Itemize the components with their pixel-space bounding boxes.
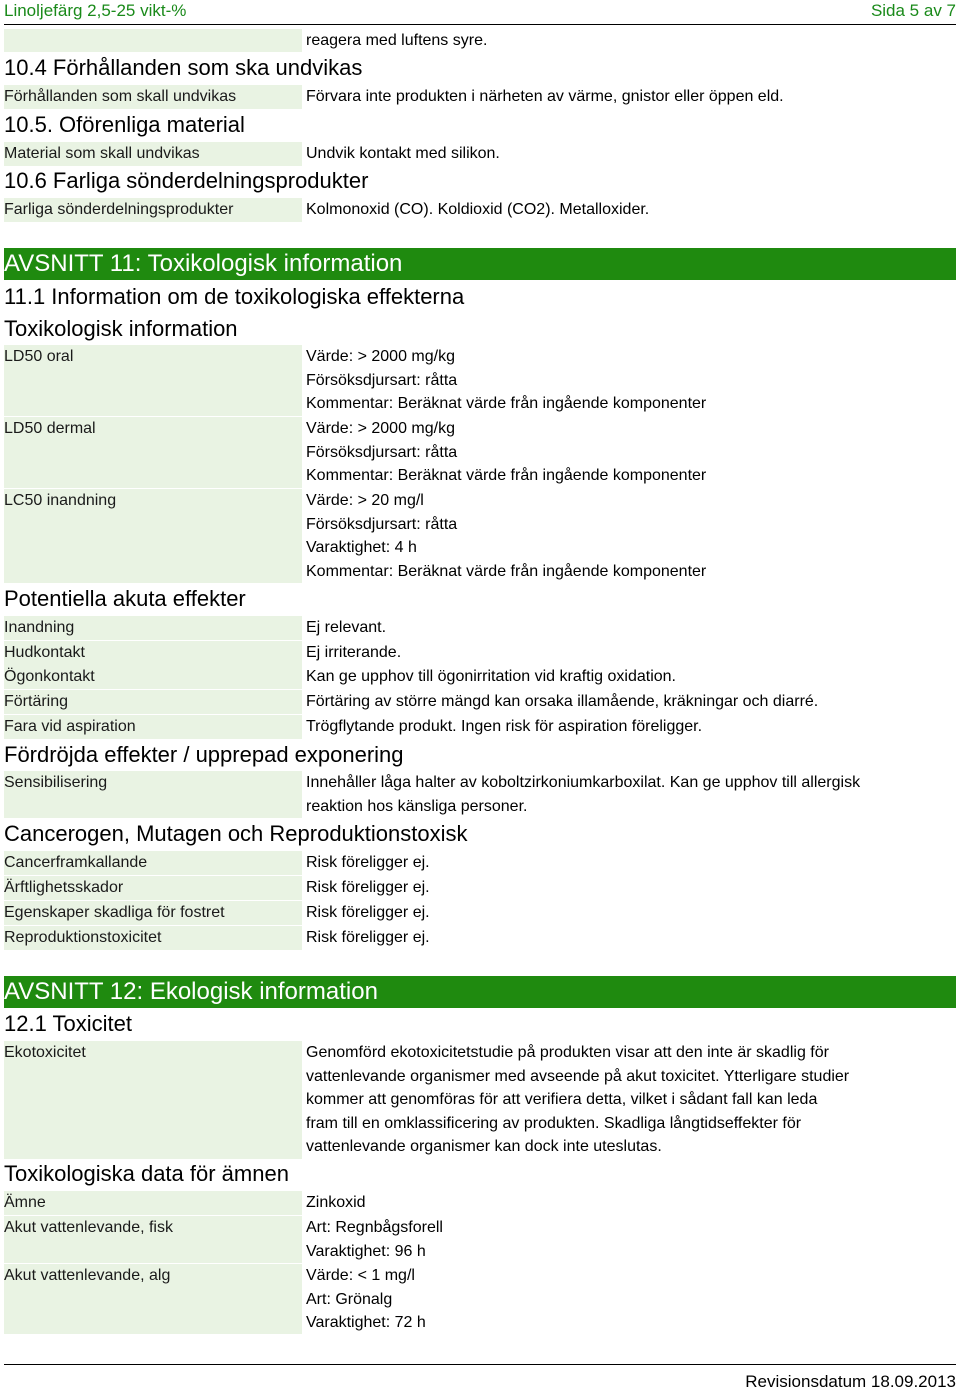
revision-date: Revisionsdatum 18.09.2013 [745, 1372, 956, 1391]
cmr-row [4, 926, 956, 950]
s10-6-label: Farliga sönderdelningsprodukter [4, 198, 302, 222]
ld50-dermal-label: LD50 dermal [4, 417, 302, 488]
ld50-oral-row [4, 345, 956, 416]
delayed-effects-title: Fördröjda effekter / upprepad exponering [4, 742, 404, 767]
s10-6-value: Kolmonoxid (CO). Koldioxid (CO2). Metalloxider. [306, 201, 650, 218]
ecotox-line: Genomförd ekotoxicitetstudie på produkten visar att den inte är skadlig för [306, 1044, 829, 1061]
cmr-row [4, 851, 956, 875]
cmr-value: Risk föreligger ej. [306, 879, 430, 896]
acute-value: Kan ge upphov till ögonirritation vid kraftig oxidation. [306, 668, 676, 685]
s10-5-row [4, 142, 956, 166]
ecotox-label: Ekotoxicitet [4, 1041, 302, 1159]
cmr-value: Risk föreligger ej. [306, 904, 430, 921]
acute-label: Ögonkontakt [4, 665, 302, 689]
ecotox-line: kommer att genomföras för att verifiera detta, vilket i sådant fall kan leda [306, 1091, 818, 1108]
s10-4-label: Förhållanden som skall undvikas [4, 85, 302, 109]
lc50-inh-label: LC50 inandning [4, 489, 302, 583]
ld50-oral-comment-line: Kommentar: Beräknat värde från ingående komponenter [306, 395, 707, 412]
substance-value: Zinkoxid [306, 1194, 366, 1211]
ecotox-line: vattenlevande organismer med avseende på akut toxicitet. Ytterligare studier [306, 1067, 850, 1085]
ld50-dermal-row [4, 417, 956, 488]
cmr-label: Egenskaper skadliga för fostret [4, 901, 302, 925]
sensitization-line: Innehåller låga halter av koboltzirkoniumkarboxilat. Kan ge upphov till allergisk [306, 774, 861, 791]
footer-divider [4, 1364, 956, 1365]
substance-row [4, 1191, 956, 1215]
fish-row [4, 1216, 956, 1263]
acute-label: Fara vid aspiration [4, 715, 302, 739]
cmr-label: Ärftlighetsskador [4, 876, 302, 900]
fish-values [306, 1216, 946, 1263]
algae-duration-line: Varaktighet: 72 h [306, 1314, 426, 1331]
s11-1-title: 11.1 Information om de toxikologiska effekterna [4, 284, 465, 309]
cmr-label: Cancerframkallande [4, 851, 302, 875]
s10-4-row [4, 85, 956, 109]
acute-value: Ej irriterande. [306, 644, 402, 661]
ld50-dermal-values [306, 417, 946, 488]
ld50-oral-species-line: Försöksdjursart: råtta [306, 371, 458, 389]
cmr-value: Risk föreligger ej. [306, 854, 430, 871]
tox-data-title: Toxikologiska data för ämnen [4, 1161, 289, 1186]
header-divider [4, 24, 956, 25]
acute-label: Hudkontakt [4, 641, 302, 665]
continuation-label-cell [4, 29, 302, 52]
fish-duration-line: Varaktighet: 96 h [306, 1242, 426, 1260]
continuation-value: reagera med luftens syre. [306, 32, 488, 49]
ecotox-line: fram till en omklassificering av produkten. Skadliga långtidseffekter för [306, 1114, 802, 1132]
algae-values [306, 1264, 946, 1335]
ld50-oral-values [306, 345, 946, 416]
s10-6-title: 10.6 Farliga sönderdelningsprodukter [4, 168, 369, 193]
acute-label: Förtäring [4, 690, 302, 714]
ld50-oral-value-line: Värde: > 2000 mg/kg [306, 348, 455, 365]
substance-label: Ämne [4, 1191, 302, 1215]
algae-label: Akut vattenlevande, alg [4, 1264, 302, 1334]
acute-row [4, 665, 956, 689]
ld50-oral-label: LD50 oral [4, 345, 302, 416]
s12-1-title: 12.1 Toxicitet [4, 1011, 133, 1036]
algae-value-line: Värde: < 1 mg/l [306, 1267, 415, 1284]
acute-row [4, 715, 956, 739]
tox-info-title: Toxikologisk information [4, 316, 238, 341]
acute-value: Trögflytande produkt. Ingen risk för aspiration föreligger. [306, 718, 703, 735]
cmr-row [4, 876, 956, 900]
cmr-row [4, 901, 956, 925]
sensitization-row [4, 771, 956, 818]
cmr-title: Cancerogen, Mutagen och Reproduktionstoxisk [4, 821, 468, 846]
lc50-inh-species-line: Försöksdjursart: råtta [306, 515, 458, 533]
ld50-dermal-comment-line: Kommentar: Beräknat värde från ingående komponenter [306, 467, 707, 484]
s10-5-title: 10.5. Oförenliga material [4, 112, 245, 137]
acute-label: Inandning [4, 616, 302, 640]
s10-6-row [4, 198, 956, 222]
lc50-inh-duration-line: Varaktighet: 4 h [306, 539, 417, 556]
lc50-inh-value-line: Värde: > 20 mg/l [306, 492, 424, 509]
fish-species-line: Art: Regnbågsforell [306, 1219, 443, 1236]
sensitization-values [306, 771, 946, 818]
header-page-number: Sida 5 av 7 [870, 1, 956, 20]
acute-effects-title: Potentiella akuta effekter [4, 586, 246, 611]
ld50-dermal-value-line: Värde: > 2000 mg/kg [306, 420, 455, 437]
ld50-dermal-species-line: Försöksdjursart: råtta [306, 443, 458, 461]
s10-4-value: Förvara inte produkten i närheten av värme, gnistor eller öppen eld. [306, 88, 784, 105]
lc50-inh-row [4, 489, 956, 583]
s10-5-value: Undvik kontakt med silikon. [306, 145, 500, 162]
s10-4-title: 10.4 Förhållanden som ska undvikas [4, 55, 363, 80]
acute-value: Ej relevant. [306, 619, 387, 636]
lc50-inh-values [306, 489, 946, 583]
cmr-label: Reproduktionstoxicitet [4, 926, 302, 950]
header-document-title: Linoljefärg 2,5-25 vikt-% [4, 1, 187, 20]
fish-label: Akut vattenlevande, fisk [4, 1216, 302, 1263]
acute-row [4, 641, 956, 665]
lc50-inh-comment-line: Kommentar: Beräknat värde från ingående komponenter [306, 562, 707, 580]
algae-species-line: Art: Grönalg [306, 1290, 393, 1308]
ecotox-line: vattenlevande organismer kan dock inte uteslutas. [306, 1138, 662, 1155]
s10-5-label: Material som skall undvikas [4, 142, 302, 166]
cmr-value: Risk föreligger ej. [306, 929, 430, 946]
sensitization-label: Sensibilisering [4, 771, 302, 818]
section-12-banner: AVSNITT 12: Ekologisk information [4, 976, 956, 1008]
algae-row [4, 1264, 956, 1334]
sensitization-line: reaktion hos känsliga personer. [306, 797, 528, 815]
acute-value: Förtäring av större mängd kan orsaka illamående, kräkningar och diarré. [306, 693, 819, 710]
acute-row [4, 690, 956, 714]
ecotox-row [4, 1041, 956, 1159]
section-11-banner: AVSNITT 11: Toxikologisk information [4, 248, 956, 280]
ecotox-values [306, 1041, 946, 1159]
acute-row [4, 616, 956, 640]
continuation-row [4, 29, 956, 52]
